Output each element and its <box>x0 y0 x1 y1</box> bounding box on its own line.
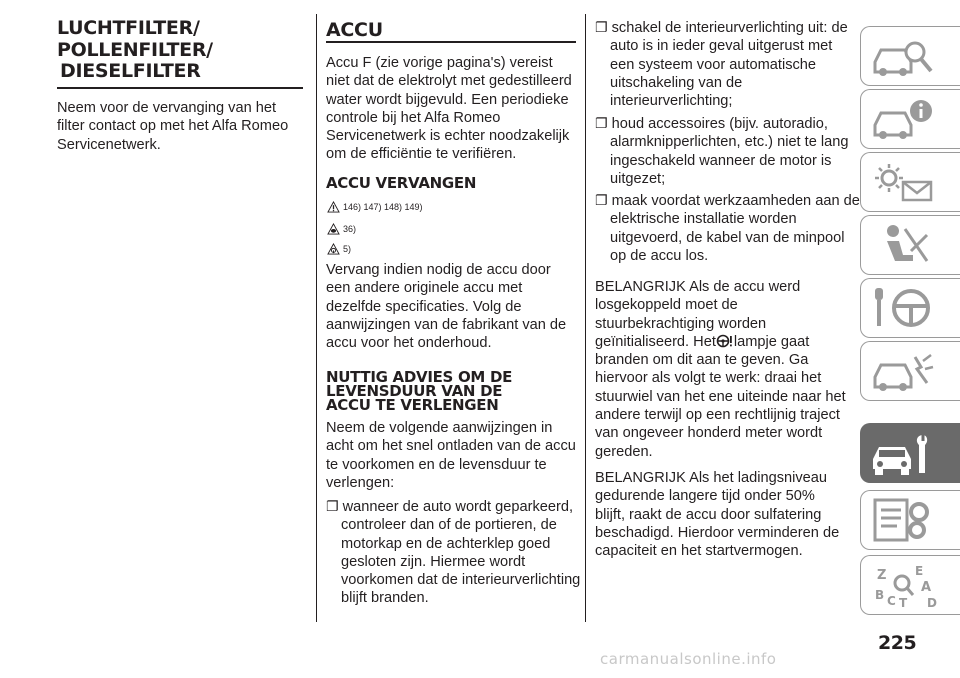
tab-car-info[interactable] <box>860 89 960 149</box>
page-number: 225 <box>878 632 917 654</box>
replace-battery-text: Vervang indien nodig de accu door een andere originele accu met dezelfde specificaties. Volg de aanwijzingen van de fabrikant van de accu voor het onderhoud. <box>326 262 567 352</box>
advice-intro-text: Neem de volgende aanwijzingen in acht om het snel ontladen van de accu te voorkomen en de levensduur te verlengen: <box>326 420 576 491</box>
tab-maintenance[interactable] <box>860 423 960 483</box>
tab-car-search[interactable] <box>860 26 960 86</box>
specs-gear-icon <box>869 496 939 544</box>
tab-warning-lights[interactable] <box>860 152 960 212</box>
tab-safety[interactable] <box>860 215 960 275</box>
ref-numbers-environment: 5) <box>343 243 352 254</box>
list-item <box>595 18 860 110</box>
heading-accu: ACCU <box>326 19 383 41</box>
tab-emergency[interactable] <box>860 341 960 401</box>
important-note-steering <box>595 278 847 461</box>
hand-caution-icon <box>327 223 340 235</box>
key-steering-icon <box>869 284 939 332</box>
heading-filter-line1: LUCHTFILTER/ <box>57 17 200 39</box>
car-search-icon <box>869 32 939 80</box>
tab-start-drive[interactable] <box>860 278 960 338</box>
ref-numbers-warning: 146) 147) 148) 149) <box>343 201 423 212</box>
car-crash-icon <box>869 347 939 395</box>
checkbox-bullet-icon: ❐ <box>326 498 339 514</box>
environment-icon <box>327 243 340 255</box>
warning-ref-3 <box>327 243 351 255</box>
column-divider <box>316 14 317 622</box>
list-item <box>326 497 581 608</box>
car-info-icon <box>869 95 939 143</box>
svg-text:Z: Z <box>877 568 887 583</box>
note-steering-text-start: BELANGRIJK Als de accu werd losgekoppeld moet de stuurbekrachtiging worden geïnitialiseerd. Het <box>595 279 801 350</box>
heading-filter-line2: POLLENFILTER/ <box>57 39 213 61</box>
bullet-text-parking: wanneer de auto wordt geparkeerd, controleer dan of de portieren, de motorkap en de achterklep goed gesloten zijn. Hiermee wordt voorkomen dat de interieurverlichting blijft branden. <box>341 499 581 607</box>
tab-index[interactable] <box>860 555 960 615</box>
tab-technical-data[interactable] <box>860 490 960 550</box>
heading-rule <box>57 87 303 89</box>
heading-rule <box>326 41 576 43</box>
power-steering-warning-icon <box>716 334 734 348</box>
car-wrench-icon <box>869 429 939 477</box>
alphabet-index-icon <box>869 561 939 609</box>
warning-ref-2 <box>327 223 356 235</box>
column-divider <box>585 14 586 622</box>
warning-ref-1 <box>327 201 423 213</box>
airbag-seat-icon <box>869 221 939 269</box>
heading-advice-line1: NUTTIG ADVIES OM DE <box>326 368 513 386</box>
warning-lights-icon <box>869 158 939 206</box>
svg-text:T: T <box>899 596 908 609</box>
list-item <box>595 114 860 188</box>
warning-triangle-icon <box>327 201 340 213</box>
bullet-text-negative-cable: maak voordat werkzaamheden aan de elektrische installatie worden uitgevoerd, de kabel van de minpool op de accu los. <box>610 193 860 264</box>
battery-intro-text: Accu F (zie vorige pagina's) vereist niet dat de elektrolyt met gedestilleerd water wordt bijgevuld. Een periodieke controle bij het Alfa Romeo Servicenetwerk is echter noodzakelijk om de efficiëntie te verifiëren. <box>326 55 572 163</box>
svg-text:B: B <box>875 588 885 602</box>
heading-filter-line3: DIESELFILTER <box>60 60 201 82</box>
checkbox-bullet-icon: ❐ <box>595 115 608 131</box>
bullet-text-accessories: houd accessoires (bijv. autoradio, alarmknipperlichten, etc.) niet te lang ingeschakeld wanneer de motor is uitgezet; <box>610 116 849 187</box>
heading-advice-line3: ACCU TE VERLENGEN <box>326 396 499 414</box>
heading-advice-line2: LEVENSDUUR VAN DE <box>326 382 503 400</box>
checkbox-bullet-icon: ❐ <box>595 192 608 208</box>
list-item <box>595 191 860 265</box>
important-note-charge: BELANGRIJK Als het ladingsniveau gedurende langere tijd onder 50% blijft, raakt de accu door sulfatering beschadigd. Hierdoor verminderen de capaciteit en het startvermogen. <box>595 470 840 560</box>
heading-replace-battery: ACCU VERVANGEN <box>326 174 477 192</box>
filter-body-text: Neem voor de vervanging van het filter contact op met het Alfa Romeo Servicenetwerk. <box>57 100 289 153</box>
svg-text:D: D <box>927 596 937 609</box>
bullet-text-interior-light: schakel de interieurverlichting uit: de auto is in ieder geval uitgerust met een systeem voor automatische uitschakeling van de interieurverlichting; <box>610 20 848 110</box>
ref-numbers-caution: 36) <box>343 223 357 234</box>
checkbox-bullet-icon: ❐ <box>595 19 608 35</box>
svg-text:C: C <box>887 594 896 608</box>
svg-text:A: A <box>921 580 932 595</box>
watermark: carmanualsonline.info <box>600 650 777 668</box>
note-steering-text-end: lampje gaat branden om dit aan te geven. Ga hiervoor als volgt te werk: draai het stuurwiel van het ene uiteinde naar het andere terwijl op een rechtlijnig traject van ongeveer honderd meter wordt gereden. <box>595 333 846 460</box>
svg-text:E: E <box>915 564 924 578</box>
